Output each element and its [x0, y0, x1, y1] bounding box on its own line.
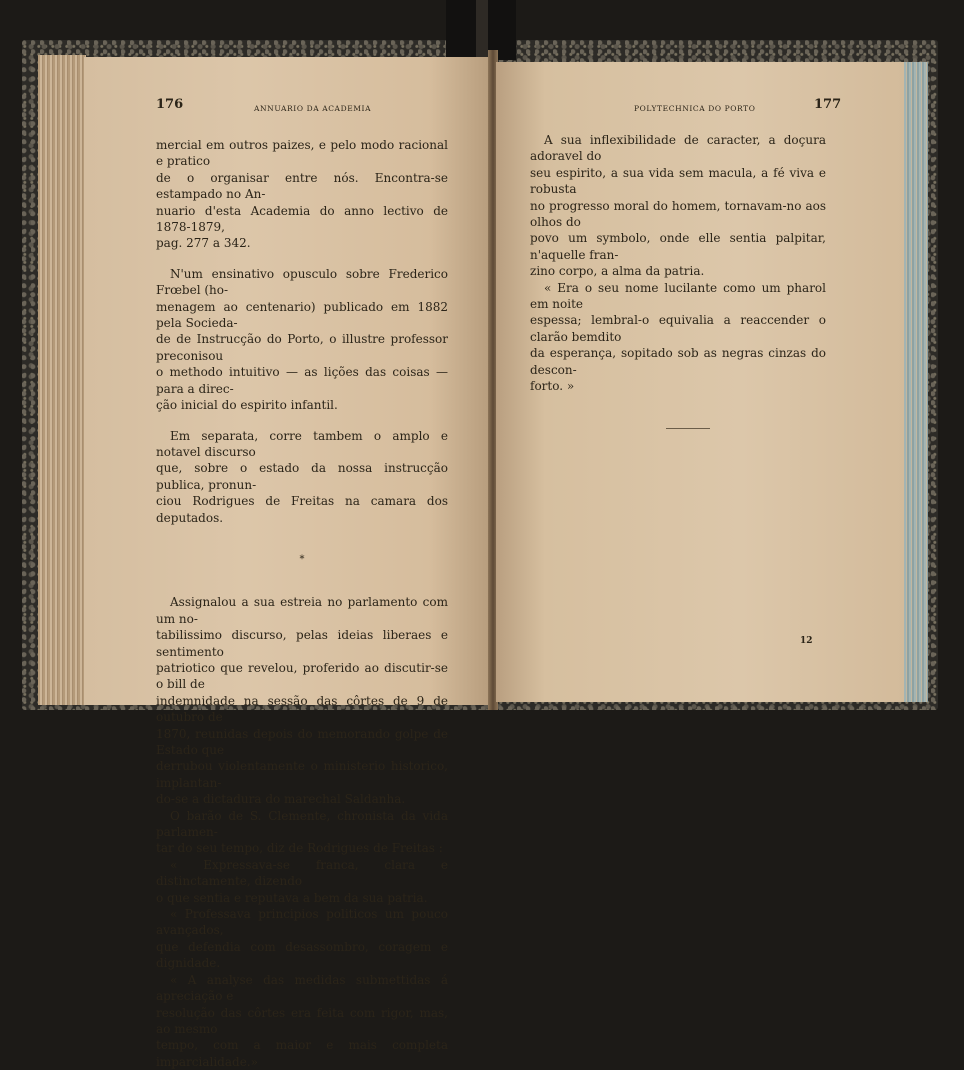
paragraph — [156, 428, 448, 526]
line: o methodo intuitivo — as lições das coisas — para a direc- — [156, 365, 448, 396]
line: ciou Rodrigues de Freitas na camara dos deputados. — [156, 494, 448, 525]
line: tempo, com a maior e mais completa imparcialidade.» — [156, 1038, 448, 1069]
right-page — [496, 62, 904, 702]
right-page-number: 177 — [814, 97, 842, 112]
left-page-edges — [38, 55, 86, 705]
line: Assignalou a sua estreia no parlamento com um no- — [156, 595, 448, 626]
line: patriotico que revelou, proferido ao discutir-se o bill de — [156, 660, 448, 692]
line: « Era o seu nome lucilante como um pharol em noite — [530, 280, 826, 312]
line: de o organisar entre nós. Encontra-se estampado no An- — [156, 170, 448, 202]
line: N'um ensinativo opusculo sobre Frederico Frœbel (ho- — [156, 266, 448, 298]
right-page-edges — [902, 62, 928, 702]
paragraph — [156, 594, 448, 807]
line: de de Instrucção do Porto, o illustre professor preconisou — [156, 332, 448, 363]
quote-paragraph — [156, 857, 448, 906]
line: da esperança, sopitado sob as negras cinzas do descon- — [530, 346, 826, 377]
line: no progresso moral do homem, tornavam-no aos olhos do — [530, 198, 826, 230]
left-page-body — [156, 137, 448, 1070]
line: tabilissimo discurso, pelas ideias liberaes e sentimento — [156, 628, 448, 659]
line: ção inicial do espirito infantil. — [156, 398, 338, 413]
line: nuario d'esta Academia do anno lectivo de 1878-1879, — [156, 203, 448, 235]
quote-paragraph — [156, 906, 448, 972]
left-page-number: 176 — [156, 97, 184, 112]
line: espessa; lembral-o equivalia a reaccender o clarão bemdito — [530, 313, 826, 344]
line: derrubou violentamente o ministerio historico, implantan- — [156, 759, 448, 790]
line: que, sobre o estado da nossa instrucção publica, pronun- — [156, 461, 448, 492]
line: indemnidade na sessão das côrtes de 9 de outubro de — [156, 693, 448, 725]
line: mercial em outros paizes, e pelo modo racional e pratico — [156, 138, 448, 169]
paragraph — [156, 137, 448, 252]
line: « Expressava-se franca, clara e distinctamente, dizendo — [156, 857, 448, 889]
line: 1870, reunidas depois do memorando golpe de Estado que — [156, 726, 448, 757]
line: resolução das côrtes era feita com rigor, mas, ao mesmo — [156, 1005, 448, 1036]
line: seu espirito, a sua vida sem macula, a fé viva e robusta — [530, 165, 826, 197]
paragraph — [156, 808, 448, 857]
line: menagem ao centenario) publicado em 1882 pela Socieda- — [156, 299, 448, 331]
paragraph — [530, 132, 826, 280]
line: povo um symbolo, onde elle sentia palpitar, n'aquelle fran- — [530, 231, 826, 262]
signature-mark: 12 — [800, 636, 813, 646]
end-rule — [666, 428, 710, 429]
book-spine — [446, 0, 516, 60]
line: A sua inflexibilidade de caracter, a doçura adoravel do — [530, 133, 826, 164]
line: forto. » — [530, 379, 575, 394]
line: O barão de S. Clemente, chronista da vida parlamen- — [156, 808, 448, 840]
line: que defendia com desassombro, coragem e dignidade. — [156, 939, 448, 971]
right-running-head: POLYTECHNICA DO PORTO — [634, 104, 756, 113]
quote-paragraph — [530, 280, 826, 395]
line: « A analyse das medidas submettidas á apreciação e — [156, 972, 448, 1004]
section-separator: * — [299, 553, 305, 565]
line: tar do seu tempo, diz de Rodrigues de Freitas : — [156, 841, 443, 856]
quote-paragraph — [156, 972, 448, 1070]
line: o que sentia e reputava a bem da sua patria. — [156, 890, 428, 905]
line: « Professava principios politicos um pouco avançados, — [156, 907, 448, 938]
left-running-head: ANNUARIO DA ACADEMIA — [254, 104, 372, 113]
line: pag. 277 a 342. — [156, 236, 251, 251]
line: zino corpo, a alma da patria. — [530, 264, 705, 279]
line: do-se a dictadura do marechal Saldanha. — [156, 792, 406, 807]
line: Em separata, corre tambem o amplo e notavel discurso — [156, 428, 448, 459]
paragraph — [156, 266, 448, 414]
right-page-body — [530, 132, 826, 395]
left-page — [84, 57, 490, 1069]
